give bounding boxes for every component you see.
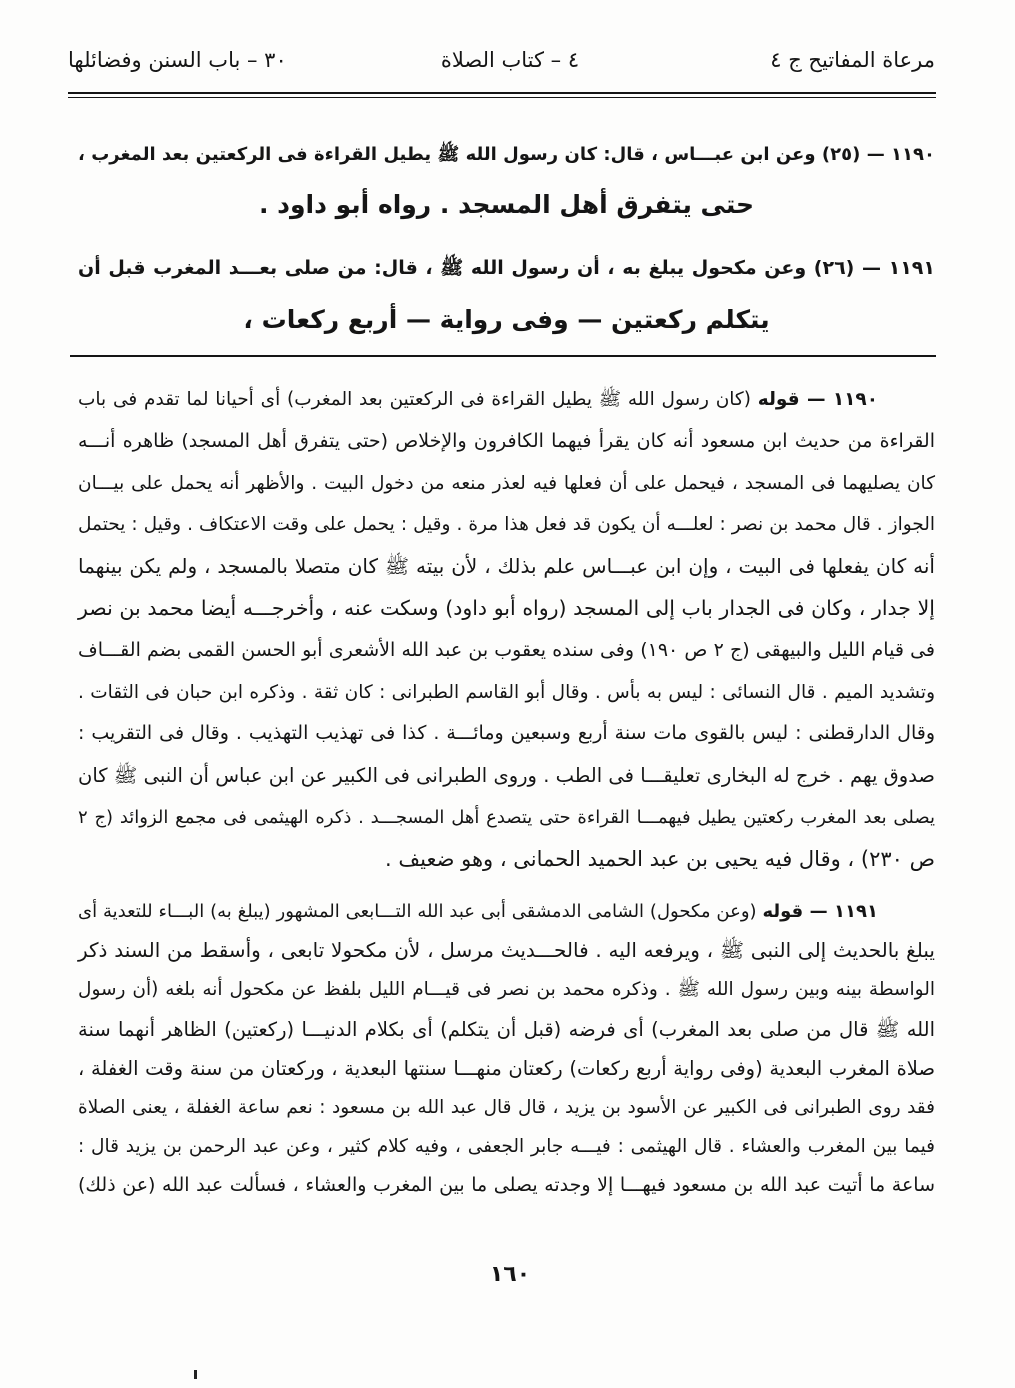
- hadith-line: حتى يتفرق أهل المسجد . رواه أبو داود .: [258, 190, 755, 219]
- commentary-line: الواسطة بينه وبين رسول الله ﷺ . وذكره محمد بن نصر فى قيـــام الليل بلفظ عن مكحول أنه بلغه (أن رسول: [78, 979, 935, 1001]
- commentary-line: الجواز . قال محمد بن نصر : لعلـــه أن يكون قد فعل هذا مرة . وقيل : يحمل على وقت الاعتكاف . وقيل : يحتمل: [78, 514, 935, 536]
- commentary-lead: ١١٩١ — قوله: [762, 901, 878, 922]
- hadith-line: ١١٩٠ — (٢٥) وعن ابن عبـــاس ، قال: كان رسول الله ﷺ يطيل القراءة فى الركعتين بعد المغرب ،: [78, 144, 935, 165]
- commentary-line: أنه كان يفعلها فى البيت ، وإن ابن عبـــاس علم بذلك ، لأن بيته ﷺ كان متصلا بالمسجد ، ولم يكن بينهما: [78, 554, 935, 579]
- commentary-text: (وعن مكحول) الشامى الدمشقى أبى عبد الله التـــابعى المشهور (يبلغ به) البـــاء للتعدية أى: [78, 901, 757, 922]
- commentary-line: صدوق يهم . خرج له البخارى تعليقـــا فى الطب . وروى الطبرانى فى الكبير عن ابن عباس أن النبى ﷺ كان: [78, 764, 935, 788]
- hadith-line: يتكلم ركعتين — وفى رواية — أربع ركعات ،: [243, 305, 770, 334]
- hadith-1190: [78, 130, 935, 230]
- commentary-line: كان يصليهما فى المسجد ، فيحمل على أن فعلها فيه لعذر منعه من دخول البيت . والأظهر أنه يحمل على بيـــان: [78, 472, 935, 494]
- commentary-line: يصلى بعد المغرب ركعتين يطيل فيهمـــا القراءة حتى يتصدع أهل المسجـــد . ذكره الهيثمى فى مجمع الزوائد (ج ٢: [78, 806, 935, 828]
- commentary-line: ص ٢٣٠) ، وقال فيه يحيى بن عبد الحميد الحمانى ، وهو ضعيف .: [385, 846, 935, 871]
- commentary-line: يبلغ بالحديث إلى النبى ﷺ ، ويرفعه اليه . فالحـــديث مرسل ، لأن مكحولا تابعى ، وأسقط من السند ذكر: [78, 938, 935, 963]
- page-number: ١٦٠: [489, 1262, 531, 1287]
- section-divider-rule: [70, 355, 936, 357]
- commentary-lead: ١١٩٠ — قوله: [757, 389, 879, 410]
- header-chapter: ٤ – كتاب الصلاة: [440, 48, 580, 72]
- commentary-1191: [78, 892, 935, 1206]
- header-double-rule: [68, 92, 936, 98]
- commentary-line: صلاة المغرب البعدية (وفى رواية أربع ركعات) ركعتان منهـــا سنتها البعدية ، وركعتان من سنة وقت الغفلة ،: [78, 1056, 935, 1080]
- commentary-line: فى قيام الليل والبيهقى (ج ٢ ص ١٩٠) وفى سنده يعقوب بن عبد الله الأشعرى أبو الحسن القمى بضم القـــاف: [78, 638, 935, 661]
- commentary-line: فقد روى الطبرانى فى الكبير عن الأسود بن يزيد ، قال قال عبد الله بن مسعود : نعم ساعة الغفلة ، يعنى الصلاة: [78, 1097, 935, 1119]
- header-book-title: مرعاة المفاتيح ج ٤: [770, 48, 935, 72]
- commentary-line: القراءة من حديث ابن مسعود أنه كان يقرأ فيهما الكافرون والإخلاص (حتى يتفرق أهل المسجد) ظاهره أنـــه: [78, 429, 935, 452]
- hadith-1191: [78, 242, 935, 346]
- commentary-line: [78, 892, 935, 931]
- commentary-text: (كان رسول الله ﷺ يطيل القراءة فى الركعتين بعد المغرب) أى أحيانا لما تقدم فى باب: [78, 389, 751, 410]
- scan-speck: [194, 1370, 197, 1379]
- commentary-line: إلا جدار ، وكان فى الجدار باب إلى المسجد (رواه أبو داود) وسكت عنه ، وأخرجـــه أيضا محمد بن نصر: [78, 595, 935, 620]
- commentary-line: الله ﷺ قال من صلى بعد المغرب) أى فرضه (قبل أن يتكلم) أى بكلام الدنيـــا (ركعتين) الظاهر أنهما سنة: [78, 1017, 935, 1041]
- commentary-line: ساعة ما أتيت عبد الله بن مسعود فيهـــا إلا وجدته يصلى ما بين المغرب والعشاء ، فسألت عبد الله (عن ذلك): [78, 1174, 935, 1197]
- commentary-line: وقال الدارقطنى : ليس بالقوى مات سنة أربع وسبعين ومائـــة . كذا فى تهذيب التهذيب . وقال فى التقريب :: [78, 722, 935, 745]
- commentary-line: فيما بين المغرب والعشاء . قال الهيثمى : فيـــه جابر الجعفى ، وفيه كلام كثير ، وعن عبد الرحمن بن يزيد قال :: [78, 1136, 935, 1158]
- commentary-1190: [78, 379, 935, 881]
- commentary-line: [78, 379, 935, 421]
- commentary-line: وتشديد الميم . قال النسائى : ليس به بأس . وقال أبو القاسم الطبرانى : كان ثقة . وذكره ابن حبان فى الثقات .: [78, 681, 935, 703]
- hadith-line: ١١٩١ — (٢٦) وعن مكحول يبلغ به ، أن رسول الله ﷺ ، قال: من صلى بعـــد المغرب قبل أن: [78, 257, 935, 279]
- header-section: ٣٠ – باب السنن وفضائلها: [68, 48, 287, 72]
